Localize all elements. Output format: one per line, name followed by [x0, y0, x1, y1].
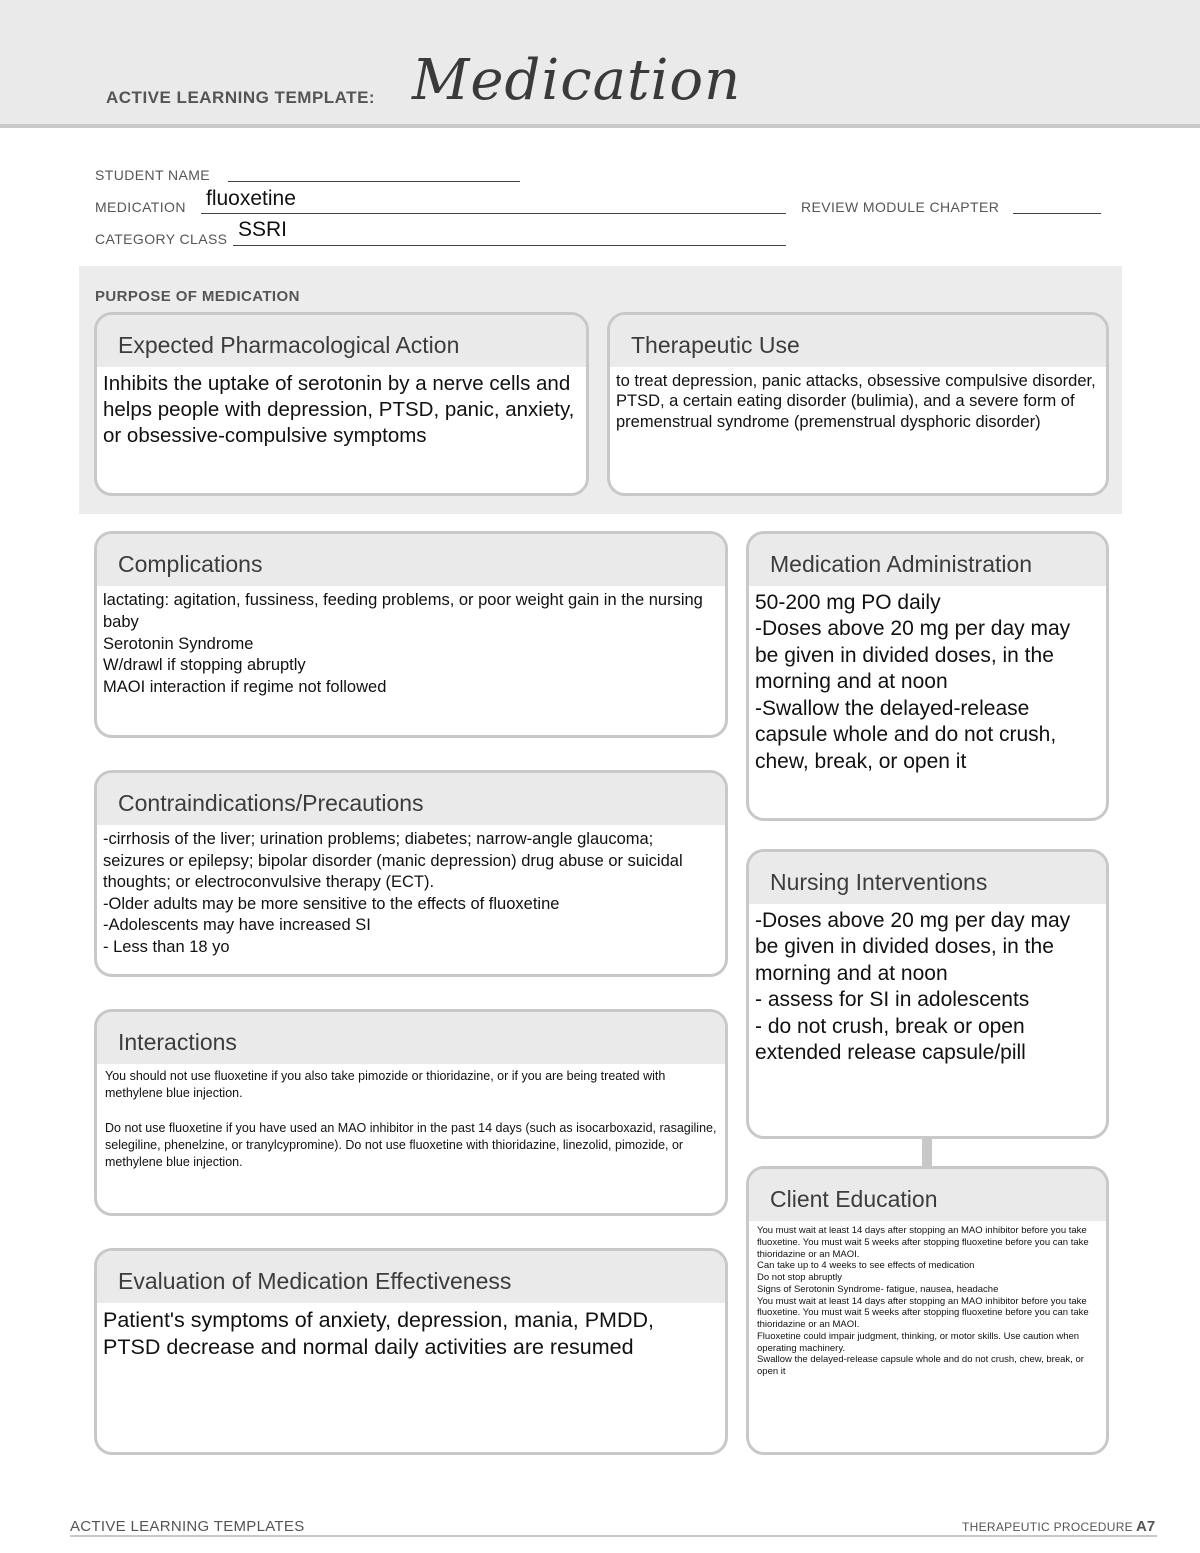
expected-action-title: Expected Pharmacological Action — [97, 315, 586, 367]
footer-left-label: ACTIVE LEARNING TEMPLATES — [70, 1518, 305, 1535]
purpose-label: PURPOSE OF MEDICATION — [95, 288, 300, 305]
review-module-label: REVIEW MODULE CHAPTER — [801, 199, 1000, 215]
complications-text: lactating: agitation, fussiness, feeding problems, or poor weight gain in the nursing baby Serotonin Syndrome W/drawl if stopping abruptly MAOI interaction if regime not followed — [103, 591, 703, 697]
interactions-title: Interactions — [97, 1012, 725, 1064]
category-field[interactable]: SSRI — [238, 218, 288, 241]
evaluation-card — [94, 1248, 728, 1455]
page-number: A7 — [1136, 1518, 1156, 1535]
medication-label: MEDICATION — [95, 199, 186, 215]
client-education-title: Client Education — [749, 1169, 1106, 1221]
therapeutic-use-text: to treat depression, panic attacks, obsessive compulsive disorder, PTSD, a certain eating disorder (bulimia), and a severe form of premenstrual syndrome (premenstrual dysphoric disorder) — [616, 372, 1096, 431]
complications-card — [94, 531, 728, 738]
nursing-interventions-card — [746, 849, 1109, 1139]
client-education-card — [746, 1166, 1109, 1455]
nursing-interventions-text: -Doses above 20 mg per day may be given in divided doses, in the morning and at noon - assess for SI in adolescents - do not crush, break or open extended release capsule/pill — [755, 909, 1071, 1065]
expected-action-text: Inhibits the uptake of serotonin by a nerve cells and helps people with depression, PTSD, panic, anxiety, or obsessive-compulsive symptoms — [103, 372, 575, 448]
template-label: ACTIVE LEARNING TEMPLATE: — [106, 88, 376, 107]
interactions-card — [94, 1009, 728, 1216]
category-line — [233, 245, 786, 246]
student-name-line — [228, 181, 520, 182]
footer-right-label: THERAPEUTIC PROCEDURE — [962, 1520, 1133, 1534]
contraindications-card — [94, 770, 728, 977]
client-education-text: You must wait at least 14 days after stopping an MAO inhibitor before you take fluoxetine. You must wait 5 weeks after stopping fluoxetine before you can take thioridazine or an MAOI. Can take up to 4 weeks to see effects of medication Do not stop abruptly Signs of Serotonin Syndrome- fatigue, nausea, headache You must wait at least 14 days after stopping an MAO inhibitor before you take fluoxetine. You must wait 5 weeks after stopping fluoxetine before you can take thioridazine or an MAOI. Fluoxetine could impair judgment, thinking, or motor skills. Use caution when operating machinery. Swallow the delayed-release capsule whole and do not crush, chew, break, or open it — [757, 1225, 1089, 1378]
contraindications-text: -cirrhosis of the liver; urination problems; diabetes; narrow-angle glaucoma; seizures or epilepsy; bipolar disorder (manic depression) drug abuse or suicidal thoughts; or electroconvulsive therapy (ECT). -Older adults may be more sensitive to the effects of fluoxetine -Adolescents may have increased SI - Less than 18 yo — [103, 830, 683, 957]
category-label: CATEGORY CLASS — [95, 231, 228, 247]
medication-administration-title: Medication Administration — [749, 534, 1106, 586]
medication-line — [201, 213, 786, 214]
interactions-text: You should not use fluoxetine if you also take pimozide or thioridazine, or if you are being treated with methylene blue injection. Do not use fluoxetine if you have used an MAO inhibitor in the past 14 days (such as isocarboxazid, rasagiline, selegiline, phenelzine, or tranylcypromine). Do not use fluoxetine with thioridazine, linezolid, pimozide, or methylene blue injection. — [105, 1069, 717, 1170]
page-title: Medication — [412, 48, 742, 113]
medication-administration-card — [746, 531, 1109, 821]
evaluation-text: Patient's symptoms of anxiety, depression, mania, PMDD, PTSD decrease and normal daily activities are resumed — [103, 1308, 654, 1359]
nursing-interventions-title: Nursing Interventions — [749, 852, 1106, 904]
contraindications-title: Contraindications/Precautions — [97, 773, 725, 825]
footer-divider — [70, 1535, 1157, 1537]
expected-action-card — [94, 312, 589, 496]
complications-title: Complications — [97, 534, 725, 586]
flow-connector — [922, 1137, 932, 1167]
medication-administration-text: 50-200 mg PO daily -Doses above 20 mg per day may be given in divided doses, in the morning and at noon -Swallow the delayed-release capsule whole and do not crush, chew, break, or open it — [755, 591, 1071, 773]
medication-field[interactable]: fluoxetine — [206, 187, 296, 210]
student-name-label: STUDENT NAME — [95, 167, 210, 183]
therapeutic-use-title: Therapeutic Use — [610, 315, 1106, 367]
review-module-line — [1013, 213, 1101, 214]
evaluation-title: Evaluation of Medication Effectiveness — [97, 1251, 725, 1303]
therapeutic-use-card — [607, 312, 1109, 496]
